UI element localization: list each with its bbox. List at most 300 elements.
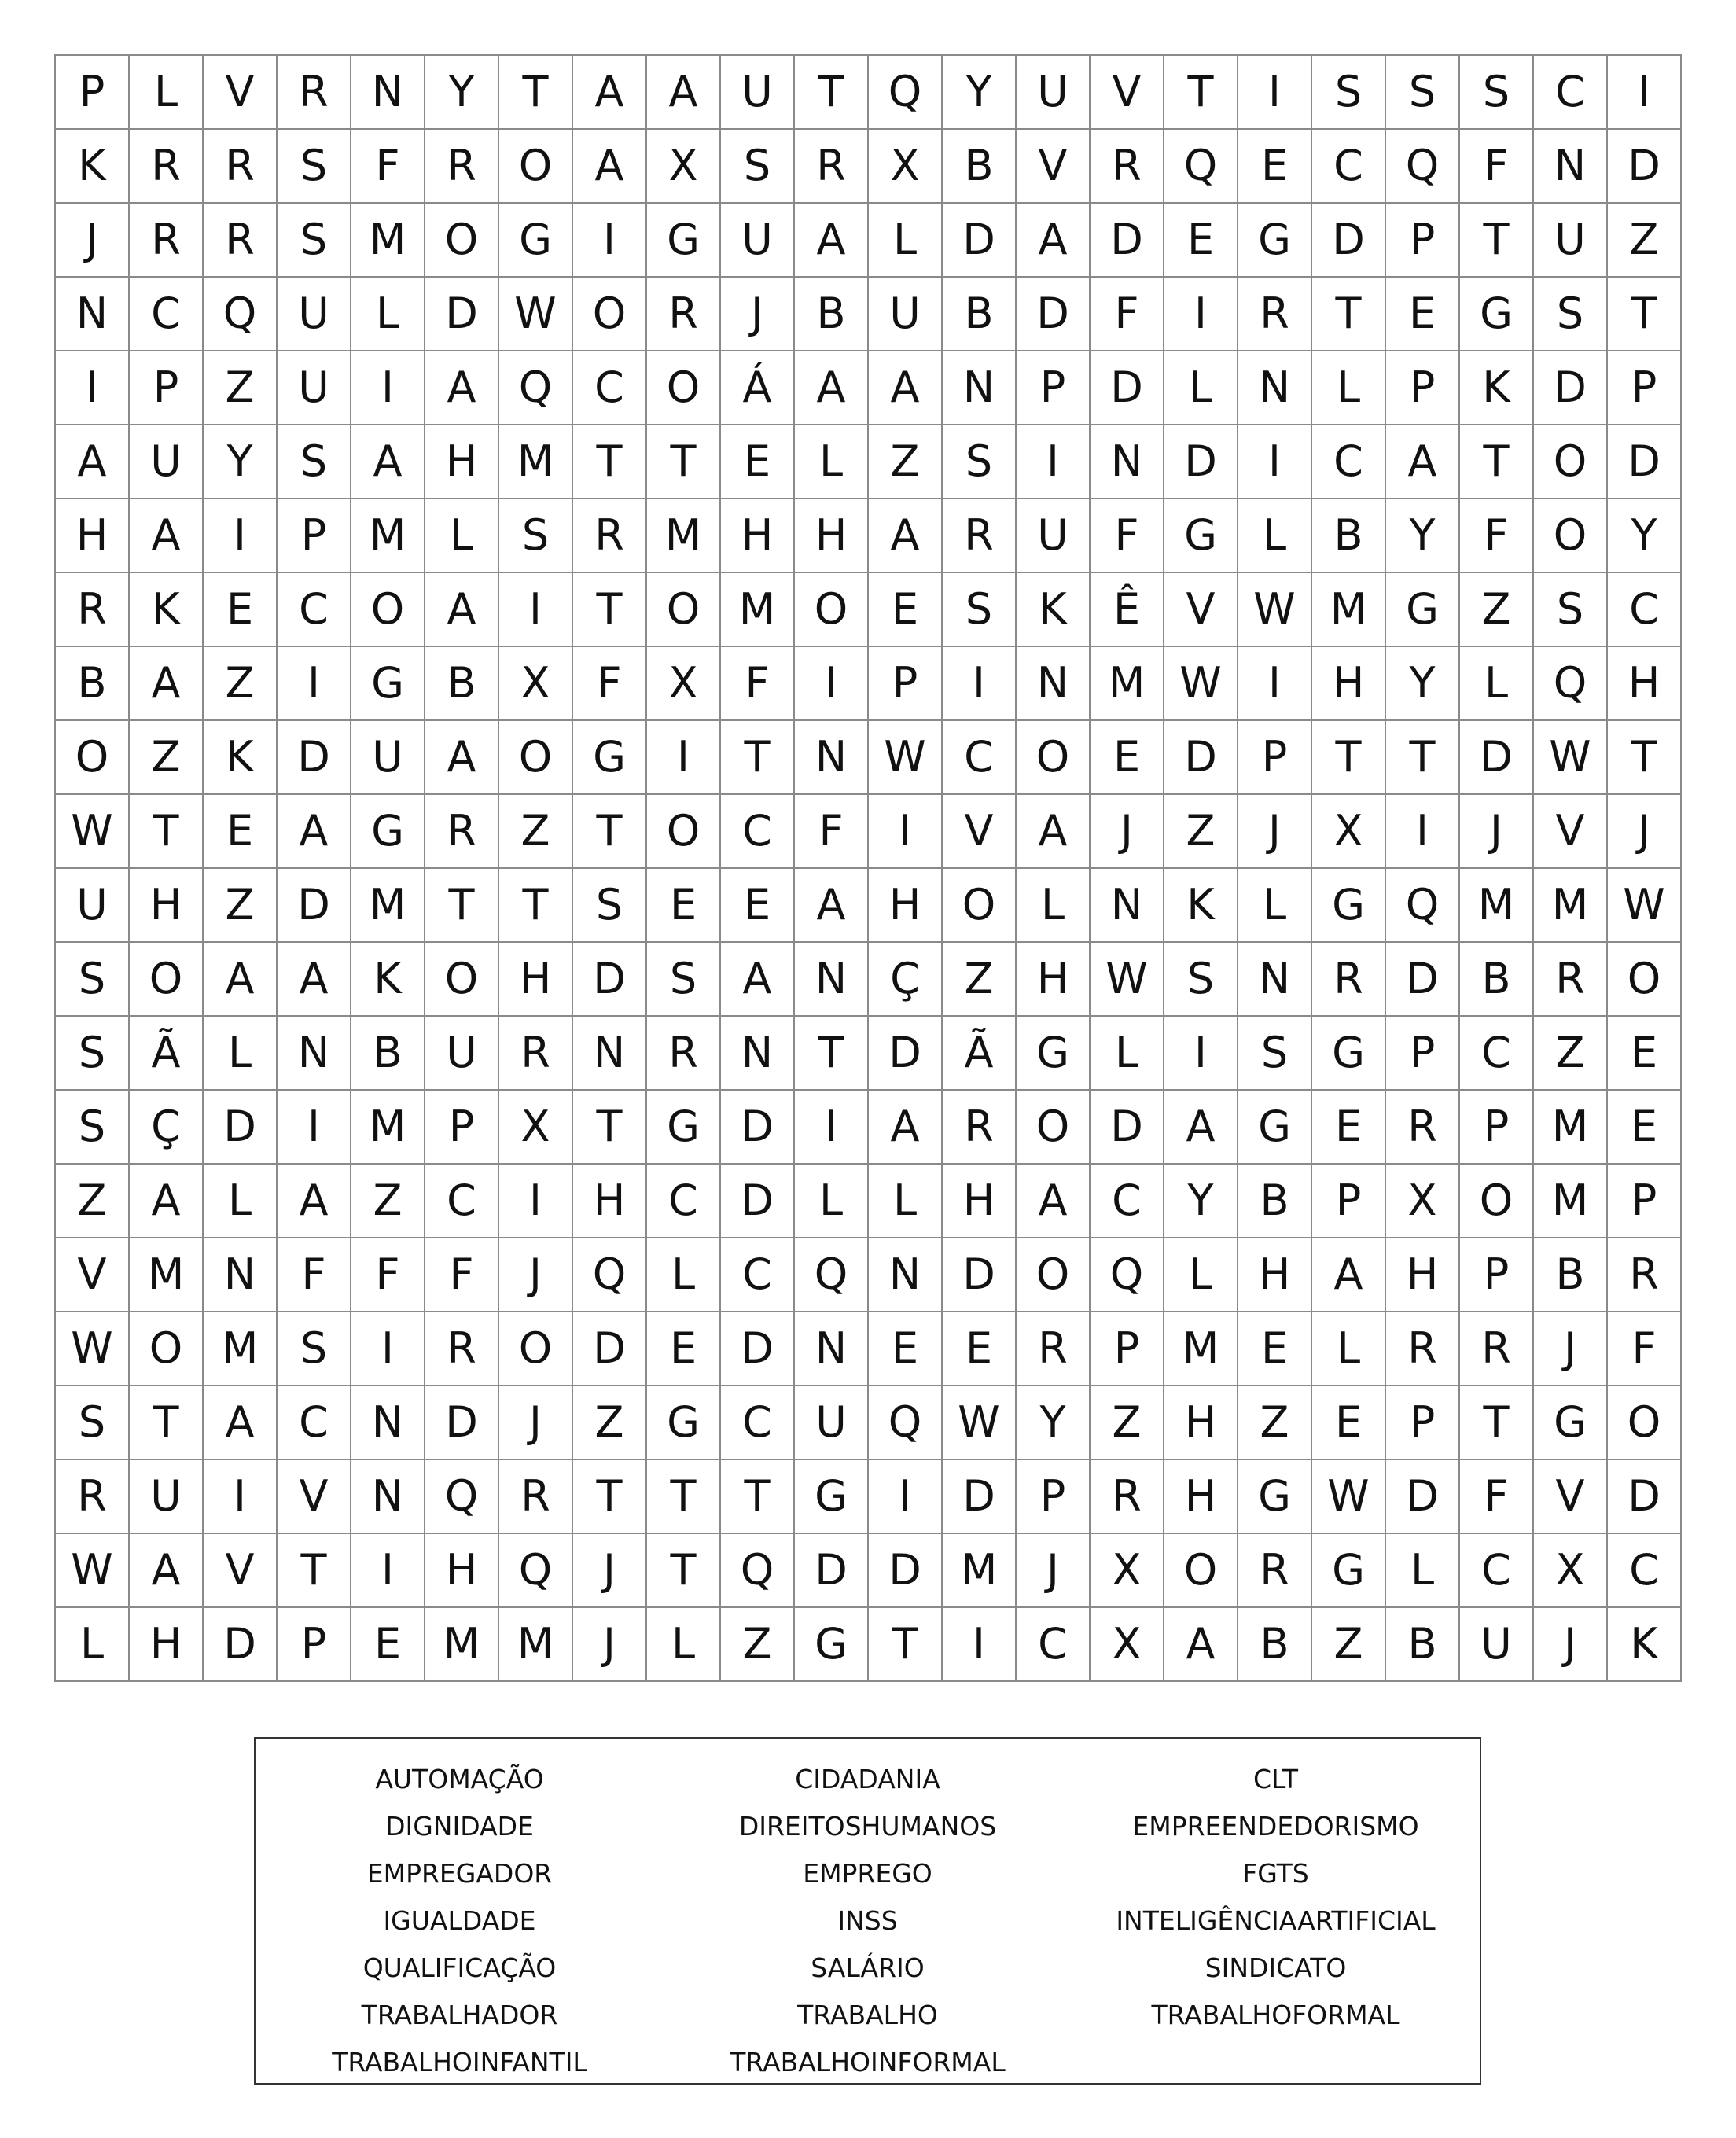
grid-cell[interactable]: T <box>869 1608 943 1682</box>
grid-cell[interactable]: D <box>1091 1091 1164 1165</box>
grid-cell[interactable]: L <box>351 278 425 351</box>
grid-cell[interactable]: A <box>869 1091 943 1165</box>
grid-cell[interactable]: Z <box>1091 1386 1164 1460</box>
grid-cell[interactable]: A <box>573 130 647 204</box>
grid-cell[interactable]: Z <box>869 425 943 499</box>
grid-cell[interactable]: N <box>721 1017 795 1091</box>
grid-cell[interactable]: P <box>1386 204 1460 278</box>
grid-cell[interactable]: T <box>573 1091 647 1165</box>
grid-cell[interactable]: B <box>943 130 1017 204</box>
grid-cell[interactable]: D <box>1164 721 1238 795</box>
grid-cell[interactable]: T <box>1460 425 1534 499</box>
grid-cell[interactable]: V <box>1534 1460 1608 1534</box>
grid-cell[interactable]: T <box>1386 721 1460 795</box>
grid-cell[interactable]: Z <box>1238 1386 1312 1460</box>
grid-cell[interactable]: Z <box>943 943 1017 1017</box>
grid-cell[interactable]: X <box>1091 1608 1164 1682</box>
grid-cell[interactable]: U <box>56 869 130 943</box>
grid-cell[interactable]: D <box>1091 351 1164 425</box>
grid-cell[interactable]: I <box>1017 425 1091 499</box>
grid-cell[interactable]: J <box>573 1608 647 1682</box>
grid-cell[interactable]: G <box>1238 1460 1312 1534</box>
grid-cell[interactable]: Q <box>1534 647 1608 721</box>
grid-cell[interactable]: A <box>278 943 351 1017</box>
grid-cell[interactable]: G <box>1312 1017 1386 1091</box>
grid-cell[interactable]: E <box>943 1312 1017 1386</box>
grid-cell[interactable]: X <box>869 130 943 204</box>
grid-cell[interactable]: M <box>943 1534 1017 1608</box>
grid-cell[interactable]: P <box>1386 351 1460 425</box>
grid-cell[interactable]: T <box>647 425 721 499</box>
grid-cell[interactable]: Q <box>869 56 943 130</box>
grid-cell[interactable]: R <box>204 204 278 278</box>
grid-cell[interactable]: J <box>499 1238 573 1312</box>
grid-cell[interactable]: D <box>721 1312 795 1386</box>
grid-cell[interactable]: M <box>204 1312 278 1386</box>
grid-cell[interactable]: R <box>943 1091 1017 1165</box>
grid-cell[interactable]: U <box>1017 56 1091 130</box>
grid-cell[interactable]: D <box>869 1017 943 1091</box>
grid-cell[interactable]: O <box>1017 1091 1091 1165</box>
grid-cell[interactable]: P <box>1091 1312 1164 1386</box>
grid-cell[interactable]: S <box>1164 943 1238 1017</box>
grid-cell[interactable]: D <box>1386 1460 1460 1534</box>
grid-cell[interactable]: H <box>1312 647 1386 721</box>
grid-cell[interactable]: U <box>278 278 351 351</box>
grid-cell[interactable]: V <box>1091 56 1164 130</box>
grid-cell[interactable]: C <box>721 1238 795 1312</box>
grid-cell[interactable]: L <box>1238 869 1312 943</box>
grid-cell[interactable]: C <box>130 278 204 351</box>
grid-cell[interactable]: C <box>1534 56 1608 130</box>
grid-cell[interactable]: I <box>1238 56 1312 130</box>
grid-cell[interactable]: G <box>1238 204 1312 278</box>
grid-cell[interactable]: Ç <box>130 1091 204 1165</box>
grid-cell[interactable]: F <box>1091 499 1164 573</box>
grid-cell[interactable]: T <box>1312 278 1386 351</box>
grid-cell[interactable]: P <box>425 1091 499 1165</box>
grid-cell[interactable]: A <box>869 351 943 425</box>
grid-cell[interactable]: S <box>1534 278 1608 351</box>
grid-cell[interactable]: T <box>647 1460 721 1534</box>
grid-cell[interactable]: K <box>56 130 130 204</box>
grid-cell[interactable]: I <box>278 647 351 721</box>
grid-cell[interactable]: X <box>1534 1534 1608 1608</box>
grid-cell[interactable]: V <box>56 1238 130 1312</box>
grid-cell[interactable]: O <box>943 869 1017 943</box>
grid-cell[interactable]: D <box>278 869 351 943</box>
grid-cell[interactable]: E <box>351 1608 425 1682</box>
grid-cell[interactable]: P <box>1017 351 1091 425</box>
grid-cell[interactable]: I <box>1164 278 1238 351</box>
grid-cell[interactable]: P <box>1460 1238 1534 1312</box>
grid-cell[interactable]: N <box>1091 425 1164 499</box>
grid-cell[interactable]: Q <box>1091 1238 1164 1312</box>
grid-cell[interactable]: U <box>1534 204 1608 278</box>
grid-cell[interactable]: E <box>721 425 795 499</box>
grid-cell[interactable]: D <box>1608 425 1682 499</box>
grid-cell[interactable]: F <box>351 1238 425 1312</box>
grid-cell[interactable]: H <box>130 869 204 943</box>
grid-cell[interactable]: C <box>647 1165 721 1238</box>
grid-cell[interactable]: I <box>204 499 278 573</box>
grid-cell[interactable]: V <box>1164 573 1238 647</box>
grid-cell[interactable]: Z <box>721 1608 795 1682</box>
grid-cell[interactable]: S <box>1238 1017 1312 1091</box>
grid-cell[interactable]: D <box>425 1386 499 1460</box>
grid-cell[interactable]: H <box>1164 1386 1238 1460</box>
grid-cell[interactable]: J <box>1608 795 1682 869</box>
grid-cell[interactable]: W <box>943 1386 1017 1460</box>
grid-cell[interactable]: W <box>499 278 573 351</box>
grid-cell[interactable]: G <box>795 1608 869 1682</box>
grid-cell[interactable]: K <box>1164 869 1238 943</box>
grid-cell[interactable]: A <box>795 204 869 278</box>
grid-cell[interactable]: D <box>1386 943 1460 1017</box>
grid-cell[interactable]: R <box>130 130 204 204</box>
grid-cell[interactable]: R <box>425 1312 499 1386</box>
grid-cell[interactable]: G <box>647 204 721 278</box>
grid-cell[interactable]: T <box>721 1460 795 1534</box>
grid-cell[interactable]: U <box>721 56 795 130</box>
grid-cell[interactable]: A <box>130 647 204 721</box>
grid-cell[interactable]: S <box>56 943 130 1017</box>
grid-cell[interactable]: C <box>1312 130 1386 204</box>
grid-cell[interactable]: D <box>204 1091 278 1165</box>
grid-cell[interactable]: Á <box>721 351 795 425</box>
grid-cell[interactable]: B <box>1460 943 1534 1017</box>
grid-cell[interactable]: T <box>647 1534 721 1608</box>
grid-cell[interactable]: F <box>278 1238 351 1312</box>
grid-cell[interactable]: O <box>1164 1534 1238 1608</box>
grid-cell[interactable]: P <box>1460 1091 1534 1165</box>
grid-cell[interactable]: E <box>1238 130 1312 204</box>
grid-cell[interactable]: N <box>943 351 1017 425</box>
grid-cell[interactable]: A <box>1017 795 1091 869</box>
grid-cell[interactable]: L <box>1238 499 1312 573</box>
grid-cell[interactable]: I <box>647 721 721 795</box>
grid-cell[interactable]: T <box>721 721 795 795</box>
grid-cell[interactable]: H <box>1017 943 1091 1017</box>
grid-cell[interactable]: R <box>56 1460 130 1534</box>
grid-cell[interactable]: I <box>573 204 647 278</box>
grid-cell[interactable]: U <box>425 1017 499 1091</box>
grid-cell[interactable]: K <box>1608 1608 1682 1682</box>
grid-cell[interactable]: Y <box>1164 1165 1238 1238</box>
grid-cell[interactable]: V <box>1017 130 1091 204</box>
grid-cell[interactable]: U <box>1017 499 1091 573</box>
grid-cell[interactable]: E <box>869 1312 943 1386</box>
grid-cell[interactable]: A <box>1017 1165 1091 1238</box>
grid-cell[interactable]: X <box>1386 1165 1460 1238</box>
grid-cell[interactable]: I <box>499 1165 573 1238</box>
grid-cell[interactable]: N <box>869 1238 943 1312</box>
grid-cell[interactable]: G <box>351 795 425 869</box>
grid-cell[interactable]: E <box>1608 1017 1682 1091</box>
grid-cell[interactable]: D <box>278 721 351 795</box>
grid-cell[interactable]: R <box>1386 1091 1460 1165</box>
grid-cell[interactable]: X <box>647 130 721 204</box>
grid-cell[interactable]: A <box>1312 1238 1386 1312</box>
grid-cell[interactable]: D <box>1460 721 1534 795</box>
grid-cell[interactable]: E <box>1238 1312 1312 1386</box>
grid-cell[interactable]: E <box>869 573 943 647</box>
grid-cell[interactable]: G <box>647 1386 721 1460</box>
grid-cell[interactable]: U <box>721 204 795 278</box>
grid-cell[interactable]: T <box>573 425 647 499</box>
grid-cell[interactable]: G <box>647 1091 721 1165</box>
grid-cell[interactable]: P <box>1608 1165 1682 1238</box>
grid-cell[interactable]: L <box>647 1608 721 1682</box>
grid-cell[interactable]: T <box>278 1534 351 1608</box>
grid-cell[interactable]: E <box>647 1312 721 1386</box>
grid-cell[interactable]: N <box>1534 130 1608 204</box>
grid-cell[interactable]: Ê <box>1091 573 1164 647</box>
grid-cell[interactable]: A <box>1017 204 1091 278</box>
grid-cell[interactable]: I <box>56 351 130 425</box>
grid-cell[interactable]: X <box>499 1091 573 1165</box>
grid-cell[interactable]: Q <box>1386 869 1460 943</box>
grid-cell[interactable]: I <box>943 647 1017 721</box>
grid-cell[interactable]: P <box>1608 351 1682 425</box>
grid-cell[interactable]: R <box>1017 1312 1091 1386</box>
grid-cell[interactable]: D <box>1608 1460 1682 1534</box>
grid-cell[interactable]: T <box>499 869 573 943</box>
grid-cell[interactable]: W <box>1312 1460 1386 1534</box>
grid-cell[interactable]: M <box>647 499 721 573</box>
grid-cell[interactable]: T <box>573 573 647 647</box>
grid-cell[interactable]: H <box>869 869 943 943</box>
grid-cell[interactable]: L <box>130 56 204 130</box>
grid-cell[interactable]: F <box>351 130 425 204</box>
grid-cell[interactable]: J <box>1017 1534 1091 1608</box>
grid-cell[interactable]: Z <box>351 1165 425 1238</box>
grid-cell[interactable]: G <box>1238 1091 1312 1165</box>
grid-cell[interactable]: N <box>278 1017 351 1091</box>
grid-cell[interactable]: P <box>1386 1017 1460 1091</box>
grid-cell[interactable]: W <box>1608 869 1682 943</box>
grid-cell[interactable]: A <box>425 573 499 647</box>
grid-cell[interactable]: B <box>943 278 1017 351</box>
grid-cell[interactable]: C <box>721 795 795 869</box>
grid-cell[interactable]: I <box>943 1608 1017 1682</box>
grid-cell[interactable]: J <box>499 1386 573 1460</box>
grid-cell[interactable]: D <box>795 1534 869 1608</box>
grid-cell[interactable]: E <box>1091 721 1164 795</box>
grid-cell[interactable]: L <box>869 1165 943 1238</box>
grid-cell[interactable]: A <box>56 425 130 499</box>
grid-cell[interactable]: P <box>278 1608 351 1682</box>
grid-cell[interactable]: S <box>573 869 647 943</box>
grid-cell[interactable]: Q <box>1386 130 1460 204</box>
grid-cell[interactable]: J <box>56 204 130 278</box>
grid-cell[interactable]: O <box>351 573 425 647</box>
grid-cell[interactable]: C <box>573 351 647 425</box>
grid-cell[interactable]: J <box>1238 795 1312 869</box>
grid-cell[interactable]: E <box>204 573 278 647</box>
grid-cell[interactable]: O <box>795 573 869 647</box>
grid-cell[interactable]: W <box>56 795 130 869</box>
grid-cell[interactable]: P <box>1017 1460 1091 1534</box>
grid-cell[interactable]: G <box>1312 869 1386 943</box>
grid-cell[interactable]: J <box>1534 1312 1608 1386</box>
grid-cell[interactable]: A <box>130 499 204 573</box>
grid-cell[interactable]: F <box>425 1238 499 1312</box>
grid-cell[interactable]: L <box>1091 1017 1164 1091</box>
grid-cell[interactable]: D <box>425 278 499 351</box>
grid-cell[interactable]: G <box>795 1460 869 1534</box>
grid-cell[interactable]: G <box>499 204 573 278</box>
grid-cell[interactable]: G <box>1460 278 1534 351</box>
grid-cell[interactable]: R <box>1534 943 1608 1017</box>
grid-cell[interactable]: D <box>1608 130 1682 204</box>
grid-cell[interactable]: P <box>130 351 204 425</box>
grid-cell[interactable]: D <box>943 1238 1017 1312</box>
grid-cell[interactable]: T <box>499 56 573 130</box>
grid-cell[interactable]: A <box>1164 1091 1238 1165</box>
grid-cell[interactable]: R <box>1386 1312 1460 1386</box>
grid-cell[interactable]: H <box>130 1608 204 1682</box>
grid-cell[interactable]: E <box>647 869 721 943</box>
grid-cell[interactable]: R <box>1312 943 1386 1017</box>
grid-cell[interactable]: C <box>1608 573 1682 647</box>
grid-cell[interactable]: W <box>56 1534 130 1608</box>
grid-cell[interactable]: T <box>1608 278 1682 351</box>
grid-cell[interactable]: V <box>278 1460 351 1534</box>
grid-cell[interactable]: O <box>1017 1238 1091 1312</box>
grid-cell[interactable]: D <box>721 1165 795 1238</box>
grid-cell[interactable]: B <box>1386 1608 1460 1682</box>
grid-cell[interactable]: Ã <box>130 1017 204 1091</box>
grid-cell[interactable]: R <box>1608 1238 1682 1312</box>
grid-cell[interactable]: Z <box>204 351 278 425</box>
grid-cell[interactable]: B <box>795 278 869 351</box>
grid-cell[interactable]: T <box>573 795 647 869</box>
grid-cell[interactable]: J <box>721 278 795 351</box>
grid-cell[interactable]: L <box>1386 1534 1460 1608</box>
grid-cell[interactable]: S <box>1386 56 1460 130</box>
grid-cell[interactable]: F <box>1460 499 1534 573</box>
grid-cell[interactable]: I <box>278 1091 351 1165</box>
grid-cell[interactable]: N <box>56 278 130 351</box>
grid-cell[interactable]: S <box>278 1312 351 1386</box>
grid-cell[interactable]: I <box>351 1312 425 1386</box>
grid-cell[interactable]: X <box>647 647 721 721</box>
grid-cell[interactable]: A <box>278 1165 351 1238</box>
grid-cell[interactable]: I <box>795 647 869 721</box>
grid-cell[interactable]: I <box>1238 425 1312 499</box>
grid-cell[interactable]: H <box>425 1534 499 1608</box>
grid-cell[interactable]: D <box>721 1091 795 1165</box>
grid-cell[interactable]: C <box>1460 1017 1534 1091</box>
grid-cell[interactable]: T <box>573 1460 647 1534</box>
grid-cell[interactable]: U <box>351 721 425 795</box>
grid-cell[interactable]: B <box>1238 1608 1312 1682</box>
grid-cell[interactable]: D <box>943 204 1017 278</box>
grid-cell[interactable]: Q <box>573 1238 647 1312</box>
grid-cell[interactable]: L <box>1164 351 1238 425</box>
grid-cell[interactable]: L <box>425 499 499 573</box>
grid-cell[interactable]: S <box>1460 56 1534 130</box>
grid-cell[interactable]: I <box>1608 56 1682 130</box>
grid-cell[interactable]: T <box>1312 721 1386 795</box>
grid-cell[interactable]: N <box>795 721 869 795</box>
grid-cell[interactable]: A <box>130 1534 204 1608</box>
grid-cell[interactable]: D <box>1164 425 1238 499</box>
grid-cell[interactable]: E <box>1312 1386 1386 1460</box>
grid-cell[interactable]: O <box>56 721 130 795</box>
grid-cell[interactable]: Q <box>425 1460 499 1534</box>
grid-cell[interactable]: M <box>130 1238 204 1312</box>
grid-cell[interactable]: H <box>56 499 130 573</box>
grid-cell[interactable]: D <box>1091 204 1164 278</box>
grid-cell[interactable]: O <box>1534 499 1608 573</box>
grid-cell[interactable]: I <box>1238 647 1312 721</box>
grid-cell[interactable]: R <box>647 278 721 351</box>
grid-cell[interactable]: Q <box>499 1534 573 1608</box>
grid-cell[interactable]: H <box>1238 1238 1312 1312</box>
grid-cell[interactable]: R <box>425 795 499 869</box>
grid-cell[interactable]: K <box>351 943 425 1017</box>
grid-cell[interactable]: H <box>1386 1238 1460 1312</box>
grid-cell[interactable]: S <box>56 1386 130 1460</box>
grid-cell[interactable]: V <box>943 795 1017 869</box>
grid-cell[interactable]: H <box>1608 647 1682 721</box>
grid-cell[interactable]: D <box>943 1460 1017 1534</box>
grid-cell[interactable]: O <box>499 1312 573 1386</box>
grid-cell[interactable]: F <box>1460 130 1534 204</box>
grid-cell[interactable]: L <box>1312 1312 1386 1386</box>
grid-cell[interactable]: D <box>869 1534 943 1608</box>
grid-cell[interactable]: B <box>1238 1165 1312 1238</box>
grid-cell[interactable]: O <box>499 721 573 795</box>
grid-cell[interactable]: G <box>1017 1017 1091 1091</box>
grid-cell[interactable]: N <box>351 1460 425 1534</box>
grid-cell[interactable]: Z <box>573 1386 647 1460</box>
grid-cell[interactable]: D <box>204 1608 278 1682</box>
grid-cell[interactable]: R <box>1460 1312 1534 1386</box>
grid-cell[interactable]: I <box>795 1091 869 1165</box>
grid-cell[interactable]: N <box>1017 647 1091 721</box>
grid-cell[interactable]: M <box>499 1608 573 1682</box>
grid-cell[interactable]: M <box>1534 869 1608 943</box>
grid-cell[interactable]: X <box>499 647 573 721</box>
grid-cell[interactable]: D <box>573 1312 647 1386</box>
grid-cell[interactable]: O <box>425 204 499 278</box>
grid-cell[interactable]: O <box>647 795 721 869</box>
grid-cell[interactable]: R <box>647 1017 721 1091</box>
grid-cell[interactable]: Z <box>204 869 278 943</box>
grid-cell[interactable]: M <box>1534 1165 1608 1238</box>
grid-cell[interactable]: O <box>1460 1165 1534 1238</box>
grid-cell[interactable]: N <box>1238 943 1312 1017</box>
grid-cell[interactable]: Q <box>204 278 278 351</box>
grid-cell[interactable]: T <box>795 1017 869 1091</box>
grid-cell[interactable]: M <box>1164 1312 1238 1386</box>
grid-cell[interactable]: B <box>56 647 130 721</box>
grid-cell[interactable]: G <box>1312 1534 1386 1608</box>
grid-cell[interactable]: E <box>1386 278 1460 351</box>
grid-cell[interactable]: I <box>499 573 573 647</box>
grid-cell[interactable]: M <box>351 499 425 573</box>
grid-cell[interactable]: A <box>425 351 499 425</box>
grid-cell[interactable]: Q <box>721 1534 795 1608</box>
grid-cell[interactable]: Q <box>869 1386 943 1460</box>
grid-cell[interactable]: C <box>721 1386 795 1460</box>
grid-cell[interactable]: G <box>1164 499 1238 573</box>
grid-cell[interactable]: G <box>1534 1386 1608 1460</box>
grid-cell[interactable]: O <box>647 351 721 425</box>
